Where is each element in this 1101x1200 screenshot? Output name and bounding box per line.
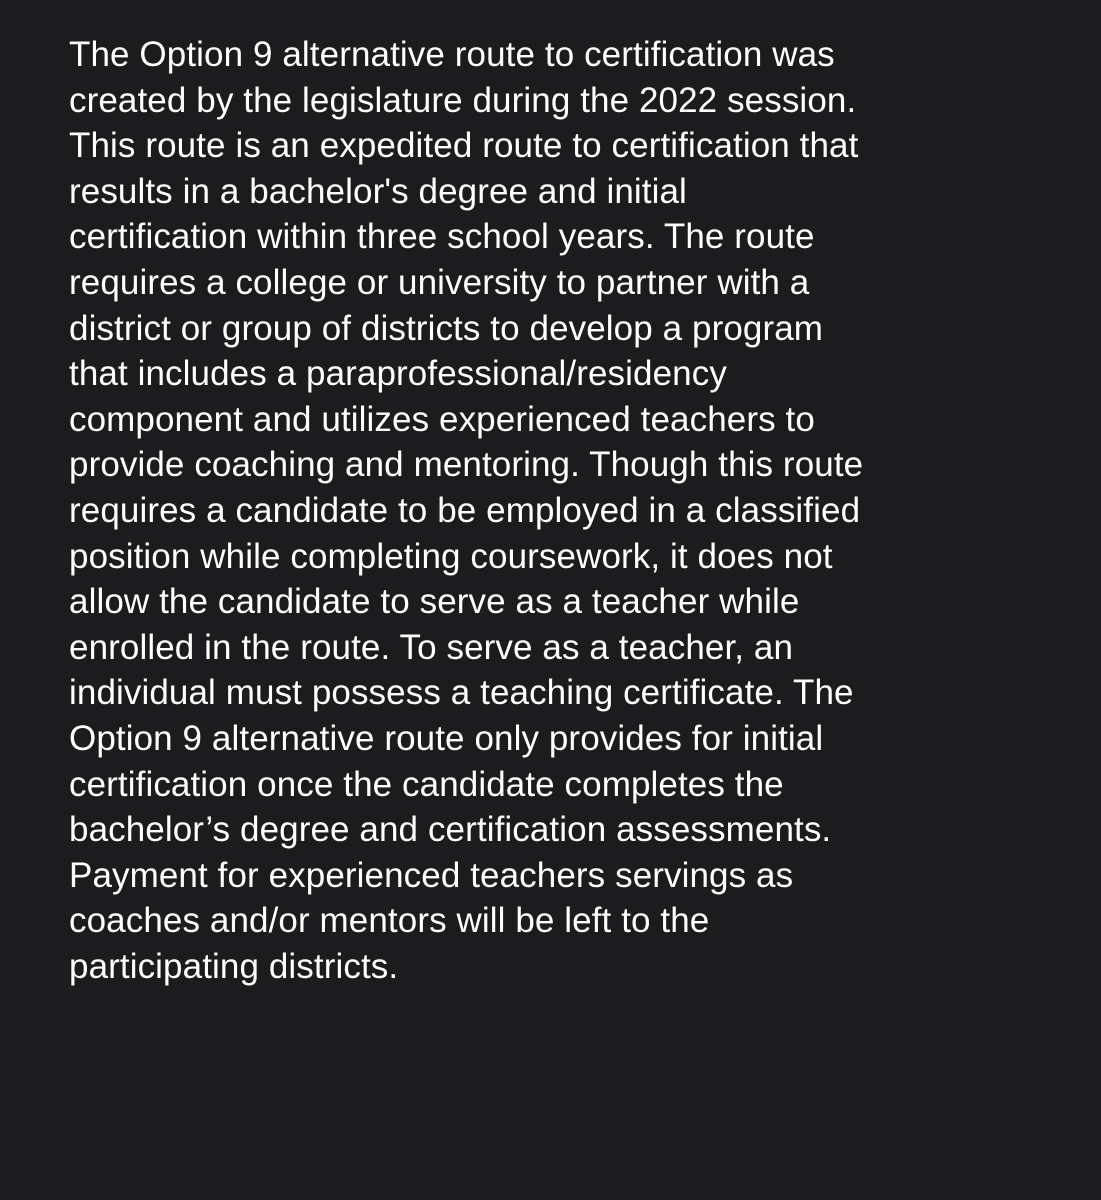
text-line: position while completing coursework, it does not xyxy=(69,536,833,576)
text-line: participating districts. xyxy=(69,946,399,986)
note-text-body xyxy=(69,32,1069,989)
text-line: that includes a paraprofessional/residency xyxy=(69,354,727,394)
text-line: Payment for experienced teachers servings as xyxy=(69,855,794,895)
text-line: Option 9 alternative route only provides for initial xyxy=(69,718,824,758)
text-line: district or group of districts to develop a program xyxy=(69,308,824,348)
text-line: The Option 9 alternative route to certification was xyxy=(69,35,835,74)
text-line: component and utilizes experienced teachers to xyxy=(69,399,815,439)
text-line: certification once the candidate completes the xyxy=(69,764,784,804)
text-line: coaches and/or mentors will be left to the xyxy=(69,901,710,941)
text-line: certification within three school years. The route xyxy=(69,217,815,257)
text-line: provide coaching and mentoring. Though this route xyxy=(69,445,864,485)
text-line: allow the candidate to serve as a teacher while xyxy=(69,582,800,622)
text-line: created by the legislature during the 2022 session. xyxy=(69,80,857,120)
text-line: bachelor’s degree and certification assessments. xyxy=(69,810,832,850)
text-line: requires a college or university to partner with a xyxy=(69,262,810,302)
text-line: This route is an expedited route to certification that xyxy=(69,126,859,166)
text-line: results in a bachelor's degree and initial xyxy=(69,171,687,211)
text-line: individual must possess a teaching certificate. The xyxy=(69,673,854,713)
text-line: enrolled in the route. To serve as a teacher, an xyxy=(69,627,794,667)
text-line: requires a candidate to be employed in a classified xyxy=(69,490,861,530)
